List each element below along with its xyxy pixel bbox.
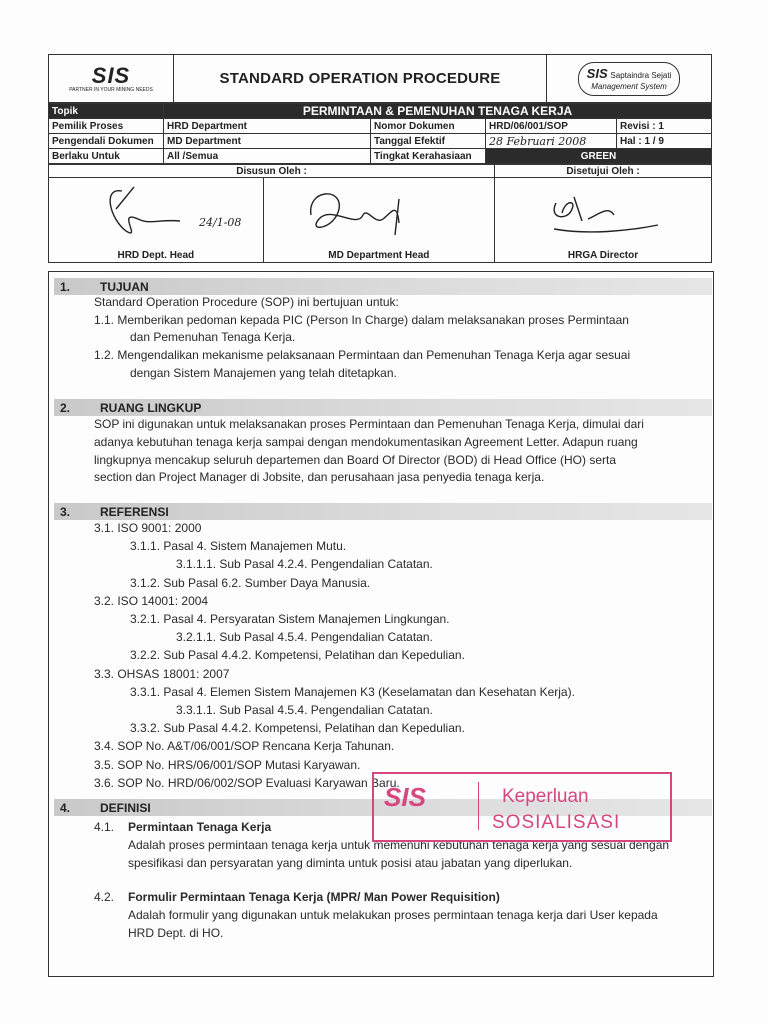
- reference-item: 3.1.2. Sub Pasal 6.2. Sumber Daya Manusia.: [130, 576, 371, 590]
- corp-tagline: Management System: [591, 81, 667, 91]
- reference-item: 3.3. OHSAS 18001: 2007: [94, 667, 230, 681]
- logo-text: SIS: [91, 62, 131, 88]
- meta-value: All /Semua: [164, 149, 371, 164]
- company-logo: [49, 55, 174, 103]
- meta-row: [49, 119, 712, 134]
- meta-label: Pemilik Proses: [49, 119, 164, 134]
- reference-item: 3.2. ISO 14001: 2004: [94, 594, 209, 608]
- prepared-by-label: Disusun Oleh :: [49, 165, 495, 178]
- definition-title: Permintaan Tenaga Kerja: [128, 820, 272, 834]
- logo-tagline: PARTNER IN YOUR MINING NEEDS: [69, 86, 153, 93]
- meta-label: Nomor Dokumen: [371, 119, 486, 134]
- meta-value: Hal : 1 / 9: [617, 134, 712, 149]
- meta-value: Revisi : 1: [617, 119, 712, 134]
- paragraph: adanya kebutuhan tenaga kerja sampai dengan mendokumentasikan Agreement Letter. Adapun ruang: [94, 435, 638, 449]
- section-title: TUJUAN: [100, 280, 149, 294]
- topik-value: PERMINTAAN & PEMENUHAN TENAGA KERJA: [164, 104, 712, 119]
- meta-row: [49, 149, 712, 164]
- signer-label: HRGA Director: [495, 248, 712, 263]
- stamp-line-2: SOSIALISASI: [492, 812, 621, 833]
- section-title: RUANG LINGKUP: [100, 401, 202, 415]
- definition-text: Adalah formulir yang digunakan untuk melakukan proses permintaan tenaga kerja dari User kepada: [128, 908, 658, 922]
- header-table: [48, 54, 712, 103]
- signature-hrd: [49, 178, 264, 249]
- definition-text: HRD Dept. di HO.: [128, 926, 224, 940]
- definition-title: Formulir Permintaan Tenaga Kerja (MPR/ Man Power Requisition): [128, 890, 500, 904]
- signature-md-icon: [267, 179, 487, 245]
- corp-logo-mark: SIS: [586, 65, 608, 81]
- stamp-logo: SIS: [384, 782, 426, 812]
- definition-number: 4.1.: [94, 820, 115, 834]
- reference-item: 3.1.1. Pasal 4. Sistem Manajemen Mutu.: [130, 539, 347, 553]
- reference-item: 3.2.2. Sub Pasal 4.4.2. Kompetensi, Pelatihan dan Kepedulian.: [130, 648, 465, 662]
- signer-label: HRD Dept. Head: [49, 248, 264, 263]
- list-item: 1.2. Mengendalikan mekanisme pelaksanaan Permintaan dan Pemenuhan Tenaga Kerja agar sesuai: [94, 348, 631, 362]
- document-header: [48, 54, 712, 263]
- paragraph: lingkupnya mencakup seluruh departemen dan Board Of Director (BOD) di Head Office (HO) serta: [94, 453, 617, 467]
- signature-hrga-icon: [498, 179, 708, 245]
- paragraph: section dan Project Manager di Jobsite, dan perusahaan jasa penyedia tenaga kerja.: [94, 470, 545, 484]
- signer-label: MD Department Head: [263, 248, 494, 263]
- paragraph: SOP ini digunakan untuk melaksanakan proses Permintaan dan Pemenuhan Tenaga Kerja, dimulai dari: [94, 417, 644, 431]
- signature-date: 24/1-08: [199, 216, 242, 229]
- section-title: DEFINISI: [100, 801, 151, 815]
- topik-label: Topik: [49, 104, 164, 119]
- meta-label: Pengendali Dokumen: [49, 134, 164, 149]
- reference-item: 3.2.1.1. Sub Pasal 4.5.4. Pengendalian Catatan.: [176, 630, 433, 644]
- section-heading: [54, 503, 712, 520]
- section-title: REFERENSI: [100, 505, 169, 519]
- corp-logo: [547, 55, 712, 103]
- meta-table: [48, 103, 712, 164]
- section-heading: [54, 399, 712, 416]
- sosialisasi-stamp: [372, 772, 672, 842]
- approved-by-label: Disetujui Oleh :: [495, 165, 712, 178]
- signature-hrga: [495, 178, 712, 249]
- meta-row: [49, 134, 712, 149]
- confidentiality-badge: GREEN: [486, 149, 712, 164]
- list-item: dengan Sistem Manajemen yang telah ditetapkan.: [130, 366, 397, 380]
- definition-text: Adalah proses permintaan tenaga kerja untuk memenuhi kebutuhan tenaga kerja yang sesuai dengan: [128, 838, 670, 852]
- list-item: dan Pemenuhan Tenaga Kerja.: [130, 330, 296, 344]
- reference-item: 3.5. SOP No. HRS/06/001/SOP Mutasi Karyawan.: [94, 758, 361, 772]
- signature-table: [48, 164, 712, 263]
- reference-item: 3.4. SOP No. A&T/06/001/SOP Rencana Kerja Tahunan.: [94, 739, 395, 753]
- signature-md: [263, 178, 494, 249]
- definition-number: 4.2.: [94, 890, 115, 904]
- reference-item: 3.3.2. Sub Pasal 4.4.2. Kompetensi, Pelatihan dan Kepedulian.: [130, 721, 465, 735]
- stamp-divider: [478, 782, 479, 830]
- reference-item: 3.1.1.1. Sub Pasal 4.2.4. Pengendalian Catatan.: [176, 557, 433, 571]
- reference-item: 3.1. ISO 9001: 2000: [94, 521, 202, 535]
- section-number: 4.: [60, 801, 71, 815]
- definition-text: spesifikasi dan persyaratan yang diminta untuk posisi atau jabatan yang diperlukan.: [128, 856, 573, 870]
- paragraph: Standard Operation Procedure (SOP) ini bertujuan untuk:: [94, 295, 399, 309]
- handwritten-date: 28 Februari 2008: [486, 134, 617, 149]
- section-number: 1.: [60, 280, 71, 294]
- reference-item: 3.3.1.1. Sub Pasal 4.5.4. Pengendalian Catatan.: [176, 703, 433, 717]
- meta-value: MD Department: [164, 134, 371, 149]
- meta-label: Berlaku Untuk: [49, 149, 164, 164]
- list-item: 1.1. Memberikan pedoman kepada PIC (Person In Charge) dalam melaksanakan proses Permintaan: [94, 313, 629, 327]
- document-title: STANDARD OPERATION PROCEDURE: [174, 55, 547, 103]
- reference-item: 3.3.1. Pasal 4. Elemen Sistem Manajemen K3 (Keselamatan dan Kesehatan Kerja).: [130, 685, 575, 699]
- stamp-line-1: Keperluan: [502, 786, 589, 807]
- section-number: 3.: [60, 505, 71, 519]
- reference-item: 3.2.1. Pasal 4. Persyaratan Sistem Manajemen Lingkungan.: [130, 612, 450, 626]
- meta-label: Tingkat Kerahasiaan: [371, 149, 486, 164]
- meta-value: HRD Department: [164, 119, 371, 134]
- corp-name: Saptaindra Sejati: [610, 70, 672, 80]
- section-heading: [54, 278, 712, 295]
- reference-item: 3.6. SOP No. HRD/06/002/SOP Evaluasi Karyawan Baru.: [94, 776, 400, 790]
- signature-hrd-icon: [52, 179, 252, 245]
- meta-label: Tanggal Efektif: [371, 134, 486, 149]
- section-number: 2.: [60, 401, 71, 415]
- meta-value: HRD/06/001/SOP: [486, 119, 617, 134]
